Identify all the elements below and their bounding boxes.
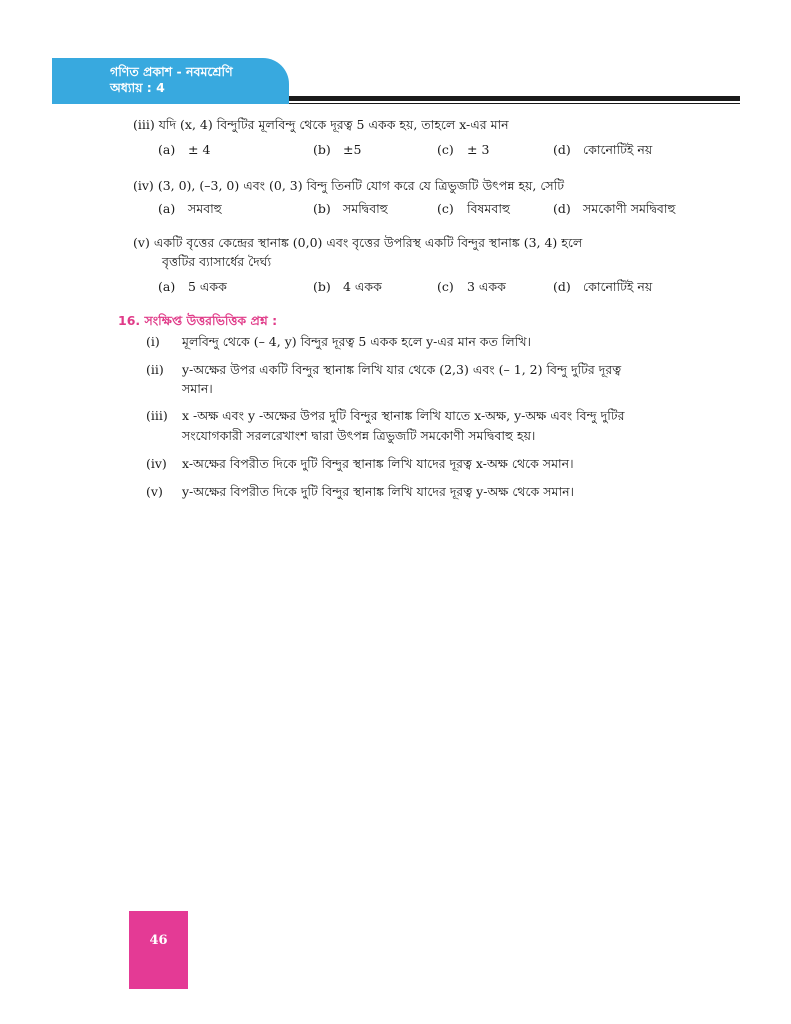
option-label: (c) (437, 279, 454, 294)
option-text: সমকোণী সমদ্বিবাহু (583, 201, 676, 216)
question-text: x -অক্ষ এবং y -অক্ষের উপর দুটি বিন্দুর স্থানাঙ্ক লিখি যাতে x-অক্ষ, y-অক্ষ এবং বিন্দু দুটির (182, 408, 625, 423)
question-text-line2: বৃত্তটির ব্যাসার্ধের দৈর্ঘ্য (162, 254, 272, 269)
question-number: (v) (146, 484, 163, 499)
question-text-line2: সংযোগকারী সরলরেখাংশ দ্বারা উৎপন্ন ত্রিভুজটি সমকোণী সমদ্বিবাহু হয়। (182, 428, 536, 443)
option-label: (a) (158, 201, 176, 216)
question-text: y-অক্ষের বিপরীত দিকে দুটি বিন্দুর স্থানাঙ্ক লিখি যাদের দূরত্ব y-অক্ষ থেকে সমান। (182, 484, 575, 499)
option-label: (d) (553, 201, 571, 216)
question-number: (iii) (133, 117, 155, 132)
short-question (146, 362, 621, 378)
option-text: 4 একক (343, 279, 382, 294)
mcq-option (437, 279, 506, 295)
option-label: (c) (437, 142, 454, 157)
question-text: (3, 0), (–3, 0) এবং (0, 3) বিন্দু তিনটি যোগ করে যে ত্রিভুজটি উৎপন্ন হয়, সেটি (157, 178, 565, 193)
option-label: (a) (158, 279, 176, 294)
page-number: 46 (149, 933, 168, 948)
mcq-option (553, 142, 652, 158)
question-text: y-অক্ষের উপর একটি বিন্দুর স্থানাঙ্ক লিখি যার থেকে (2,3) এবং (– 1, 2) বিন্দু দুটির দূরত্ব (182, 362, 622, 377)
mcq-option (158, 201, 222, 217)
mcq-option (313, 201, 388, 217)
question-text-line2: সমান। (182, 381, 213, 396)
question-number: (iii) (146, 408, 168, 423)
mcq-option (158, 279, 227, 295)
option-text: ± 4 (188, 142, 211, 157)
question-number: (iv) (146, 456, 167, 471)
chapter-label: অধ্যায় : 4 (110, 80, 165, 95)
question-number: (ii) (146, 362, 164, 377)
option-text: কোনোটিই নয় (583, 279, 653, 294)
short-question (146, 456, 574, 472)
question-number: (v) (133, 235, 150, 250)
option-text: সমদ্বিবাহু (343, 201, 388, 216)
page-number-box (129, 911, 188, 989)
question-text: যদি (x, 4) বিন্দুটির মূলবিন্দু থেকে দূরত্ব 5 একক হয়, তাহলে x-এর মান (158, 117, 509, 132)
question-number: (i) (146, 334, 160, 349)
option-label: (b) (313, 201, 331, 216)
option-text: 3 একক (467, 279, 506, 294)
option-label: (b) (313, 142, 331, 157)
mcq-option (313, 142, 361, 158)
option-text: কোনোটিই নয় (583, 142, 653, 157)
mcq-option (437, 142, 489, 158)
option-label: (d) (553, 142, 571, 157)
short-question-continued (182, 428, 535, 444)
option-label: (b) (313, 279, 331, 294)
option-label: (c) (437, 201, 454, 216)
mcq-question (133, 178, 564, 194)
mcq-option (553, 201, 675, 217)
option-text: সমবাহু (188, 201, 222, 216)
question-text: x-অক্ষের বিপরীত দিকে দুটি বিন্দুর স্থানাঙ্ক লিখি যাদের দূরত্ব x-অক্ষ থেকে সমান। (182, 456, 574, 471)
option-text: 5 একক (188, 279, 227, 294)
mcq-option (313, 279, 382, 295)
mcq-option (553, 279, 652, 295)
question-number: (iv) (133, 178, 154, 193)
mcq-question-continued (162, 254, 271, 270)
book-title: গণিত প্রকাশ - নবমশ্রেণি (110, 64, 233, 79)
short-question-continued (182, 381, 213, 397)
mcq-question (133, 117, 509, 133)
section-heading: 16. সংক্ষিপ্ত উত্তরভিত্তিক প্রশ্ন : (118, 313, 278, 328)
mcq-option (437, 201, 510, 217)
mcq-option (158, 142, 210, 158)
short-question (146, 334, 531, 350)
mcq-question (133, 235, 582, 251)
option-text: ± 3 (467, 142, 490, 157)
short-question (146, 408, 624, 424)
option-text: বিষমবাহু (467, 201, 510, 216)
option-label: (d) (553, 279, 571, 294)
option-text: ±5 (343, 142, 362, 157)
short-question (146, 484, 574, 500)
question-text: একটি বৃত্তের কেন্দ্রের স্থানাঙ্ক (0,0) এবং বৃত্তের উপরিস্থ একটি বিন্দুর স্থানাঙ্ক (3, 4) হলে (153, 235, 583, 250)
question-text: মূলবিন্দু থেকে (– 4, y) বিন্দুর দূরত্ব 5 একক হলে y-এর মান কত লিখি। (182, 334, 531, 349)
option-label: (a) (158, 142, 176, 157)
